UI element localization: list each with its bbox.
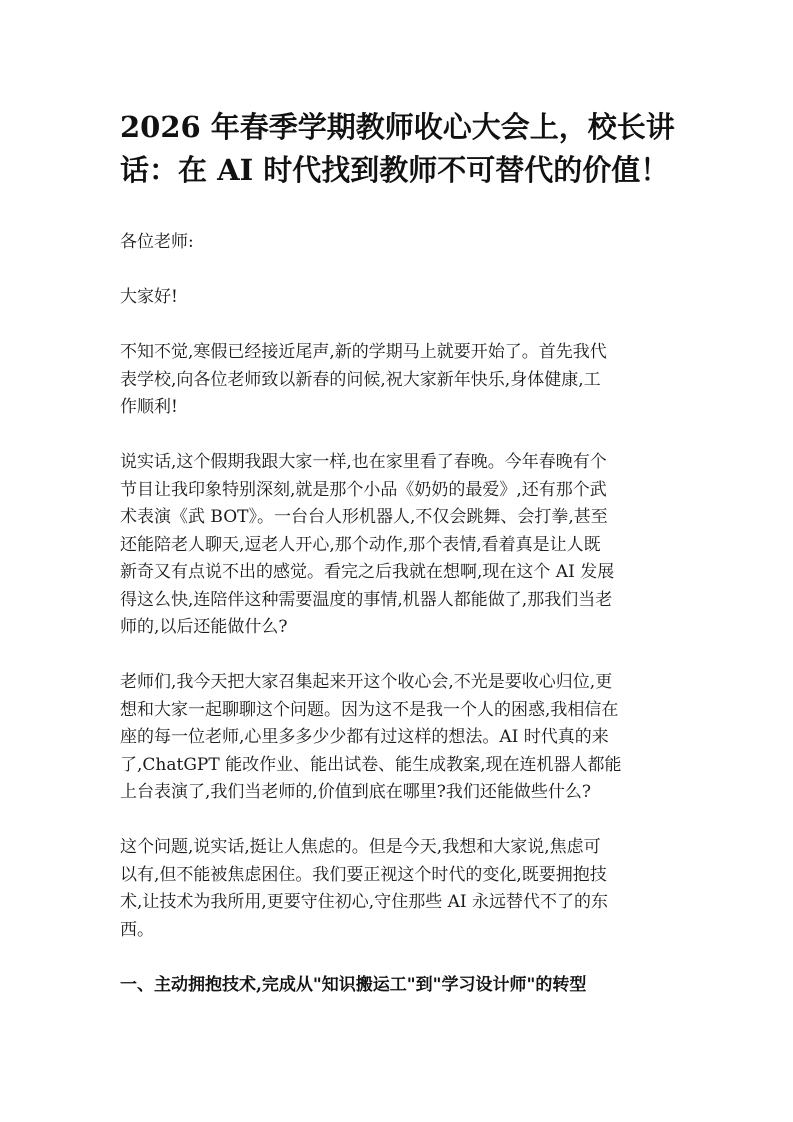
paragraph <box>120 339 680 422</box>
title-line: 2026 年春季学期教师收心大会上，校长讲 <box>120 110 675 144</box>
text-line: 各位老师: <box>120 232 194 252</box>
paragraph <box>120 834 680 944</box>
text-line: 师的,以后还能做什么? <box>120 617 288 637</box>
text-line: 不知不觉,寒假已经接近尾声,新的学期马上就要开始了。首先我代 <box>120 342 607 362</box>
document-body <box>120 229 680 1027</box>
text-line: 了,ChatGPT 能改作业、能出试卷、能生成教案,现在连机器人都能 <box>120 754 622 775</box>
section-heading: 一、主动拥抱技术,完成从"知识搬运工"到"学习设计师"的转型 <box>120 974 587 995</box>
text-line: 大家好! <box>120 287 178 307</box>
text-line: 还能陪老人聊天,逗老人开心,那个动作,那个表情,看着真是让人既 <box>120 534 601 555</box>
text-line: 术表演《武 BOT》。一台台人形机器人,不仅会跳舞、会打拳,甚至 <box>120 507 608 527</box>
text-line: 西。 <box>120 919 154 940</box>
text-line: 想和大家一起聊聊这个问题。因为这不是我一个人的困惑,我相信在 <box>120 699 619 720</box>
text-line: 得这么快,连陪伴这种需要温度的事情,机器人都能做了,那我们当老 <box>120 589 613 610</box>
text-line: 表学校,向各位老师致以新春的问候,祝大家新年快乐,身体健康,工 <box>120 369 601 390</box>
text-line: 说实话,这个假期我跟大家一样,也在家里看了春晚。今年春晚有个 <box>120 452 607 472</box>
text-line: 新奇又有点说不出的感觉。看完之后我就在想啊,现在这个 AI 发展 <box>120 562 615 582</box>
text-line: 座的每一位老师,心里多多少少都有过这样的想法。AI 时代真的来 <box>120 727 609 747</box>
paragraph <box>120 449 680 642</box>
title-line: 话：在 AI 时代找到教师不可替代的价值！ <box>120 153 670 187</box>
document-title <box>120 106 680 192</box>
text-line: 老师们,我今天把大家召集起来开这个收心会,不光是要收心归位,更 <box>120 672 613 692</box>
text-line: 以有,但不能被焦虑困住。我们要正视这个时代的变化,既要拥抱技 <box>120 864 607 885</box>
text-line: 这个问题,说实话,挺让人焦虑的。但是今天,我想和大家说,焦虑可 <box>120 837 601 857</box>
text-line: 节目让我印象特别深刻,就是那个小品《奶奶的最爱》,还有那个武 <box>120 479 607 500</box>
text-line: 术,让技术为我所用,更要守住初心,守住那些 AI 永远替代不了的东 <box>120 892 609 912</box>
text-line: 作顺利! <box>120 397 178 417</box>
paragraph <box>120 669 680 807</box>
salutation <box>120 229 680 257</box>
text-line: 上台表演了,我们当老师的,价值到底在哪里?我们还能做些什么? <box>120 782 592 802</box>
greeting <box>120 284 680 312</box>
